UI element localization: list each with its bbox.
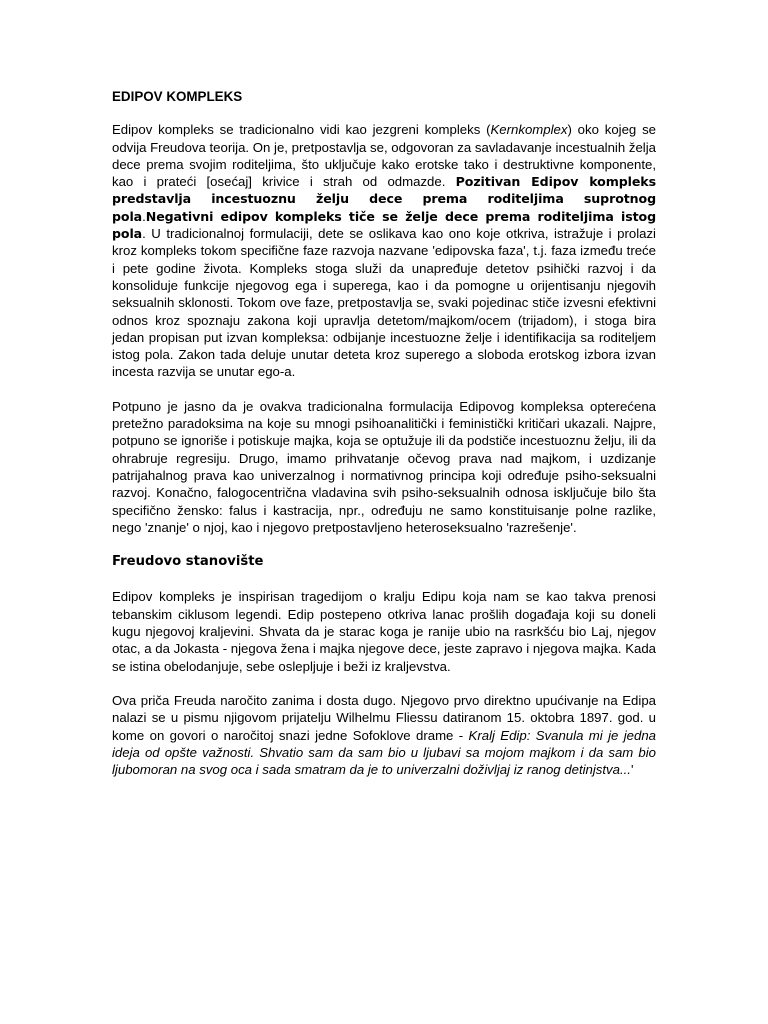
text-run: '	[630, 762, 634, 778]
text-run: ) oko kojeg se odvija Freudova teorija. On je, pretpostavlja se, odgovoran za savladavanje incestualnih želja dece prema svojim roditeljima, što uključuje kako erotske tako i destruktivne komponente, kao i prateći [osećaj] krivice i strah od odmazde.	[112, 122, 656, 190]
text-run: Ova priča Freuda naročito zanima i dosta dugo. Njegovo prvo direktno upućivanje na Edipa nalazi se u pismu njigovom prijatelju Wilhelmu Fliessu datiranom 15. oktobra 1897. god. u kome on govori o naročitoj snazi jedne Sofoklove drame -	[112, 692, 656, 743]
paragraph-freud-letter	[112, 692, 656, 778]
italic-quote: Kralj Edip: Svanula mi je jedna ideja od opšte važnosti. Shvatio sam da sam bio u ljubavi sa mojom majkom i da sam bio ljubomoran na svog oca i sada smatram da je to univerzalni doživljaj iz ranog detinjstva...	[112, 727, 656, 778]
italic-term: Kernkomplex	[490, 122, 568, 138]
bold-negative-complex: Negativni edipov kompleks tiče se želje dece prema roditeljima istog pola	[112, 208, 656, 242]
bold-positive-complex: Pozitivan Edipov kompleks predstavlja incestuoznu želju dece prema roditeljima suprotnog pola	[112, 174, 656, 224]
paragraph-intro	[112, 121, 656, 380]
paragraph-critique: Potpuno je jasno da je ovakva tradicionalna formulacija Edipovog kompleksa opterećena pretežno paradoksima na koje su mnogi psihoanalitički i feministički kritičari ukazali. Najpre, potpuno se ignoriše i potiskuje majka, koja se optužuje ili da podstiče incestuoznu želju, ili da ohrabruje regresiju. Drugo, imamo prihvatanje očevog prava nad majkom, i uzdizanje patrijahalnog prava kao univerzalnog i normativnog principa koji određuje psiho-seksualni razvoj. Konačno, falogocentrična vladavina svih psiho-seksualnih odnosa isključuje bilo šta specifično žensko: falus i kastracija, npr., određuju ne samo konstituisanje polne razlike, nego 'znanje' o njoj, kao i njegovo pretpostavljeno heteroseksualno 'razrešenje'.	[112, 398, 656, 535]
section-heading: Freudovo stanovište	[112, 554, 264, 570]
text-run: . U tradicionalnoj formulaciji, dete se oslikava kao ono koje otkriva, istražuje i prolazi kroz kompleks tokom specifične faze razvoja nazvane 'edipovska faza', t.j. faza između treće i pete godine života. Kompleks stoga služi da unapređuje detetov psihički razvoj i da konsoliduje funkcije njegovog ega i superega, kao i da pomogne u orijentisanju njegovih seksualnih sklonosti. Tokom ove faze, pretpostavlja se, svaki pojedinac stiče izvesni efektivni odnos kroz spoznaju zakona koji upravlja detetom/majkom/ocem (trijadom), i stoga bira jedan propisan put izvan kompleksa: odbijanje incestuozne želje i identifikacija sa roditeljem istog pola. Zakon tada deluje unutar deteta kroz superego a sloboda erotskog izbora izvan incesta razvija se unutar ego-a.	[112, 226, 656, 380]
paragraph-myth: Edipov kompleks je inspirisan tragedijom o kralju Edipu koja nam se kao takva prenosi tebanskim ciklusom legendi. Edip postepeno otkriva lanac prošlih događaja koji su doneli kugu njegovoj kraljevini. Shvata da je starac koga je ranije ubio na rasrkšću bio Laj, njegov otac, a da Jokasta - njegova žena i majka njegove dece, jeste zapravo i njegova majka. Kada se istina obelodanjuje, sebe oslepljuje i beži iz kraljevstva.	[112, 589, 656, 674]
document-title: EDIPOV KOMPLEKS	[112, 89, 243, 104]
document-page	[112, 88, 656, 795]
text-run: Edipov kompleks se tradicionalno vidi kao jezgreni kompleks (	[112, 122, 491, 138]
text-run: .	[142, 208, 146, 224]
